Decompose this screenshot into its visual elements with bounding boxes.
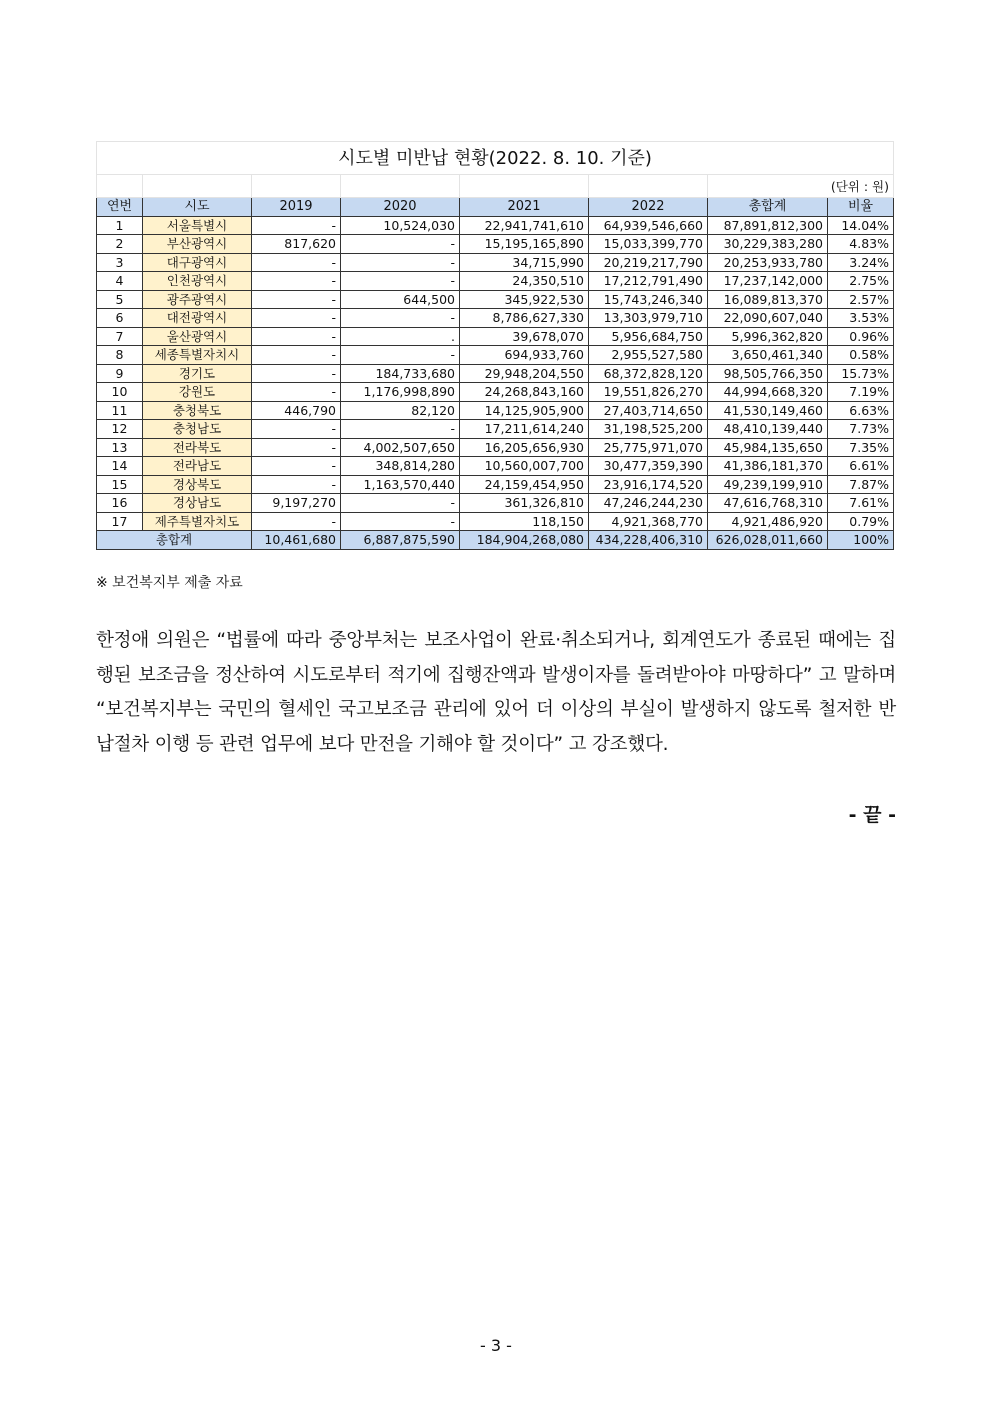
total-row [97,531,894,550]
region-cell: 경상북도 [143,475,252,494]
table-cell: - [252,420,341,439]
total-cell: 184,904,268,080 [460,531,589,550]
table-cell: 7.35% [828,438,894,457]
data-table-sheet [96,141,893,550]
table-row [97,512,894,531]
table-cell: 14.04% [828,216,894,235]
table-row [97,401,894,420]
table-row [97,494,894,513]
table-cell: 17 [97,512,143,531]
table-cell: - [252,475,341,494]
table-cell: 118,150 [460,512,589,531]
region-cell: 세종특별자치시 [143,346,252,365]
region-cell: 충청북도 [143,401,252,420]
table-cell: 24,268,843,160 [460,383,589,402]
table-cell: 4 [97,272,143,291]
unit-label: (단위 : 원) [708,175,894,198]
table-cell: 446,790 [252,401,341,420]
table-cell: 6.61% [828,457,894,476]
table-cell: 6 [97,309,143,328]
region-cell: 광주광역시 [143,290,252,309]
table-cell: - [341,272,460,291]
table-cell: - [252,290,341,309]
table-cell: 11 [97,401,143,420]
table-cell: 27,403,714,650 [589,401,708,420]
region-cell: 부산광역시 [143,235,252,254]
table-cell: 9 [97,364,143,383]
table-row [97,383,894,402]
table-row [97,420,894,439]
table-cell: 8,786,627,330 [460,309,589,328]
table-cell: 14 [97,457,143,476]
table-cell: 45,984,135,650 [708,438,828,457]
table-cell: 30,229,383,280 [708,235,828,254]
table-cell: 34,715,990 [460,253,589,272]
table-cell: 5 [97,290,143,309]
region-cell: 충청남도 [143,420,252,439]
table-row [97,457,894,476]
table-cell: 17,212,791,490 [589,272,708,291]
table-cell: 22,941,741,610 [460,216,589,235]
region-cell: 대구광역시 [143,253,252,272]
table-cell: 3.53% [828,309,894,328]
header-cell: 연번 [97,198,143,217]
table-cell: 47,246,244,230 [589,494,708,513]
table-cell: 644,500 [341,290,460,309]
table-row [97,272,894,291]
table-cell: 98,505,766,350 [708,364,828,383]
table-cell: 2 [97,235,143,254]
table-cell: 24,350,510 [460,272,589,291]
table-cell: - [341,420,460,439]
source-note: ※ 보건복지부 제출 자료 [96,575,243,591]
table-cell: 5,996,362,820 [708,327,828,346]
table-cell: 64,939,546,660 [589,216,708,235]
table-cell: - [252,309,341,328]
table-row [97,364,894,383]
table-cell: 0.58% [828,346,894,365]
table-cell: 7.73% [828,420,894,439]
table-cell: 3,650,461,340 [708,346,828,365]
table-cell: 10 [97,383,143,402]
table-cell: 15,033,399,770 [589,235,708,254]
total-cell: 100% [828,531,894,550]
table-cell: 49,239,199,910 [708,475,828,494]
table-cell: 31,198,525,200 [589,420,708,439]
table-cell: 2.75% [828,272,894,291]
table-title: 시도별 미반납 현황(2022. 8. 10. 기준) [97,142,894,175]
table-cell: 10,560,007,700 [460,457,589,476]
end-mark: - 끝 - [848,804,896,826]
table-cell: 817,620 [252,235,341,254]
table-cell: 4,921,368,770 [589,512,708,531]
table-cell: 3 [97,253,143,272]
table-cell: - [341,235,460,254]
header-cell: 총합계 [708,198,828,217]
table-cell: 17,211,614,240 [460,420,589,439]
table-header-row [97,198,894,217]
table-cell: 41,530,149,460 [708,401,828,420]
table-cell: 82,120 [341,401,460,420]
table-cell: 694,933,760 [460,346,589,365]
table-cell: 2.57% [828,290,894,309]
table-cell: - [252,438,341,457]
table-cell: 16,089,813,370 [708,290,828,309]
table-cell: 13,303,979,710 [589,309,708,328]
table-cell: - [252,364,341,383]
table-cell: 44,994,668,320 [708,383,828,402]
table-cell: 25,775,971,070 [589,438,708,457]
table-row [97,253,894,272]
table-cell: 4,002,507,650 [341,438,460,457]
region-cell: 강원도 [143,383,252,402]
table-cell: - [252,457,341,476]
table-row [97,475,894,494]
table-cell: - [252,272,341,291]
header-cell: 비율 [828,198,894,217]
table-cell: 9,197,270 [252,494,341,513]
table-cell: 19,551,826,270 [589,383,708,402]
header-cell: 2021 [460,198,589,217]
table-cell: - [252,512,341,531]
table-cell: 348,814,280 [341,457,460,476]
table-cell: 14,125,905,900 [460,401,589,420]
table-cell: 6.63% [828,401,894,420]
table-cell: 2,955,527,580 [589,346,708,365]
region-cell: 경상남도 [143,494,252,513]
table-cell: - [252,253,341,272]
table-cell: 47,616,768,310 [708,494,828,513]
table-cell: - [252,346,341,365]
table-row [97,327,894,346]
table-cell: 13 [97,438,143,457]
table-cell: 48,410,139,440 [708,420,828,439]
table-cell: 41,386,181,370 [708,457,828,476]
table-row [97,438,894,457]
table-row [97,216,894,235]
table-cell: 0.96% [828,327,894,346]
table-cell: 15,195,165,890 [460,235,589,254]
region-cell: 울산광역시 [143,327,252,346]
table-cell: 1 [97,216,143,235]
table-cell: 16,205,656,930 [460,438,589,457]
table-cell: 1,176,998,890 [341,383,460,402]
body-paragraph: 한정애 의원은 “법률에 따라 중앙부처는 보조사업이 완료·취소되거나, 회계연도가 종료된 때에는 집행된 보조금을 정산하여 시도로부터 적기에 집행잔액과 발생이자를 돌려받아야 마땅하다” 고 말하며 “보건복지부는 국민의 혈세인 국고보조금 관리에 있어 더 이상의 부실이 발생하지 않도록 철저한 반납절차 이행 등 관련 업무에 보다 만전을 기해야 할 것이다” 고 강조했다. [96,630,896,755]
region-cell: 대전광역시 [143,309,252,328]
total-cell: 6,887,875,590 [341,531,460,550]
header-cell: 시도 [143,198,252,217]
table-row [97,309,894,328]
table-cell: 87,891,812,300 [708,216,828,235]
table-cell: 345,922,530 [460,290,589,309]
table-cell: 7.19% [828,383,894,402]
table-cell: - [252,383,341,402]
table-cell: - [341,253,460,272]
table-cell: - [252,216,341,235]
table-cell: 8 [97,346,143,365]
table-row [97,290,894,309]
table-cell: 7 [97,327,143,346]
table-cell: 22,090,607,040 [708,309,828,328]
region-cell: 제주특별자치도 [143,512,252,531]
table-cell: 23,916,174,520 [589,475,708,494]
header-cell: 2020 [341,198,460,217]
table-cell: 4.83% [828,235,894,254]
region-cell: 서울특별시 [143,216,252,235]
table-cell: 17,237,142,000 [708,272,828,291]
table-cell: 24,159,454,950 [460,475,589,494]
total-cell: 10,461,680 [252,531,341,550]
table-cell: 12 [97,420,143,439]
table-cell: 39,678,070 [460,327,589,346]
total-cell: 434,228,406,310 [589,531,708,550]
table-cell: 16 [97,494,143,513]
table-cell: - [341,512,460,531]
page-number: - 3 - [480,1336,512,1355]
table-cell: - [341,309,460,328]
region-cell: 경기도 [143,364,252,383]
table-cell: 7.61% [828,494,894,513]
table-cell: - [341,346,460,365]
table-row [97,346,894,365]
total-cell: 626,028,011,660 [708,531,828,550]
table-cell: 20,253,933,780 [708,253,828,272]
total-label: 총합계 [97,531,252,550]
table-cell: 4,921,486,920 [708,512,828,531]
table-cell: 29,948,204,550 [460,364,589,383]
table-cell: 30,477,359,390 [589,457,708,476]
header-cell: 2022 [589,198,708,217]
table-cell: 5,956,684,750 [589,327,708,346]
region-cell: 전라남도 [143,457,252,476]
region-cell: 인천광역시 [143,272,252,291]
table-cell: - [341,494,460,513]
table-cell: . [341,327,460,346]
table-cell: 10,524,030 [341,216,460,235]
header-cell: 2019 [252,198,341,217]
table-cell: 184,733,680 [341,364,460,383]
unreturned-status-table [96,141,894,550]
table-cell: 0.79% [828,512,894,531]
table-cell: - [252,327,341,346]
table-cell: 3.24% [828,253,894,272]
table-cell: 68,372,828,120 [589,364,708,383]
table-cell: 15,743,246,340 [589,290,708,309]
table-cell: 361,326,810 [460,494,589,513]
region-cell: 전라북도 [143,438,252,457]
table-cell: 20,219,217,790 [589,253,708,272]
table-cell: 15 [97,475,143,494]
table-cell: 15.73% [828,364,894,383]
table-row [97,235,894,254]
table-cell: 7.87% [828,475,894,494]
table-cell: 1,163,570,440 [341,475,460,494]
